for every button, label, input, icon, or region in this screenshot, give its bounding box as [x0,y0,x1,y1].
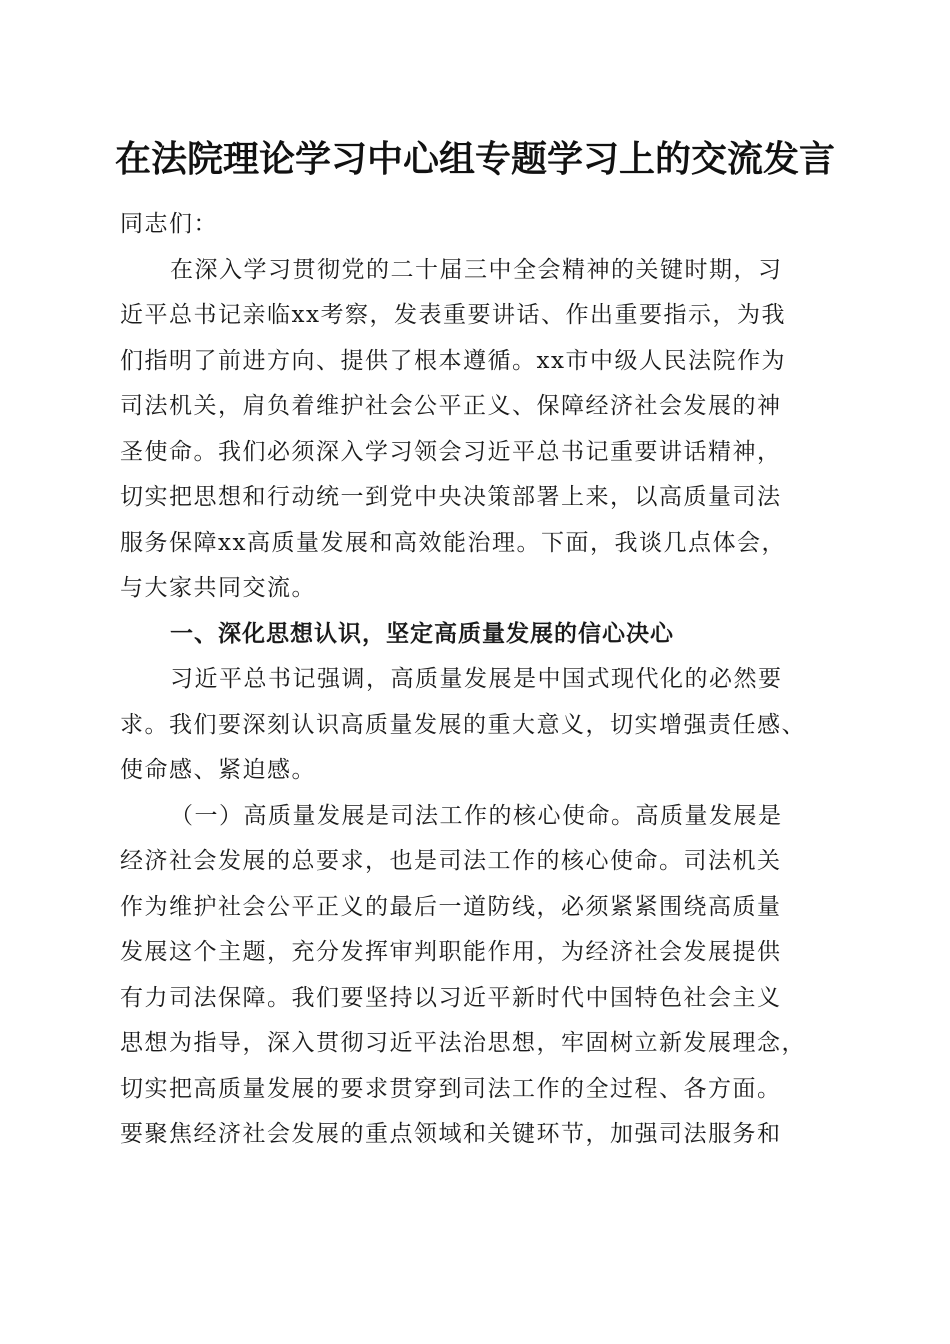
salutation: 同志们： [120,211,218,237]
text-line: 习近平总书记强调，高质量发展是中国式现代化的必然要 [170,666,783,692]
text-line: 经济社会发展的总要求，也是司法工作的核心使命。司法机关 [120,848,782,874]
text-line: 有力司法保障。我们要坚持以习近平新时代中国特色社会主义 [120,984,782,1011]
text-line: 切实把思想和行动统一到党中央决策部署上来，以高质量司法 [120,484,782,510]
document-body [120,202,840,1158]
text-line: 思想为指导，深入贯彻习近平法治思想，牢固树立新发展理念， [120,1030,806,1056]
text-line: 求。我们要深刻认识高质量发展的重大意义，切实增强责任感、 [120,711,806,738]
text-line: 司法机关，肩负着维护社会公平正义、保障经济社会发展的神 [120,393,782,419]
text-line: 与大家共同交流。 [120,575,316,601]
document-title: 在法院理论学习中心组专题学习上的交流发言 [114,138,835,180]
text-line: 使命感、紧迫感。 [120,757,316,783]
text-line: 服务保障xx高质量发展和高效能治理。下面，我谈几点体会， [120,529,786,556]
text-line: 切实把高质量发展的要求贯穿到司法工作的全过程、各方面。 [120,1075,782,1102]
text-line: 们指明了前进方向、提供了根本遵循。xx市中级人民法院作为 [120,347,786,374]
text-line: 在深入学习贯彻党的二十届三中全会精神的关键时期，习 [170,256,783,283]
text-line: （一）高质量发展是司法工作的核心使命。高质量发展是 [170,802,783,829]
paragraph-lines [120,248,840,1158]
text-line: 要聚焦经济社会发展的重点领域和关键环节，加强司法服务和 [120,1121,782,1147]
text-line: 发展这个主题，充分发挥审判职能作用，为经济社会发展提供 [120,939,782,965]
text-line: 圣使命。我们必须深入学习领会习近平总书记重要讲话精神， [120,438,782,465]
text-line: 近平总书记亲临xx考察，发表重要讲话、作出重要指示，为我 [120,302,786,328]
text-line: 作为维护社会公平正义的最后一道防线，必须紧紧围绕高质量 [120,893,782,920]
section-heading: 一、深化思想认识，坚定高质量发展的信心决心 [170,620,674,647]
